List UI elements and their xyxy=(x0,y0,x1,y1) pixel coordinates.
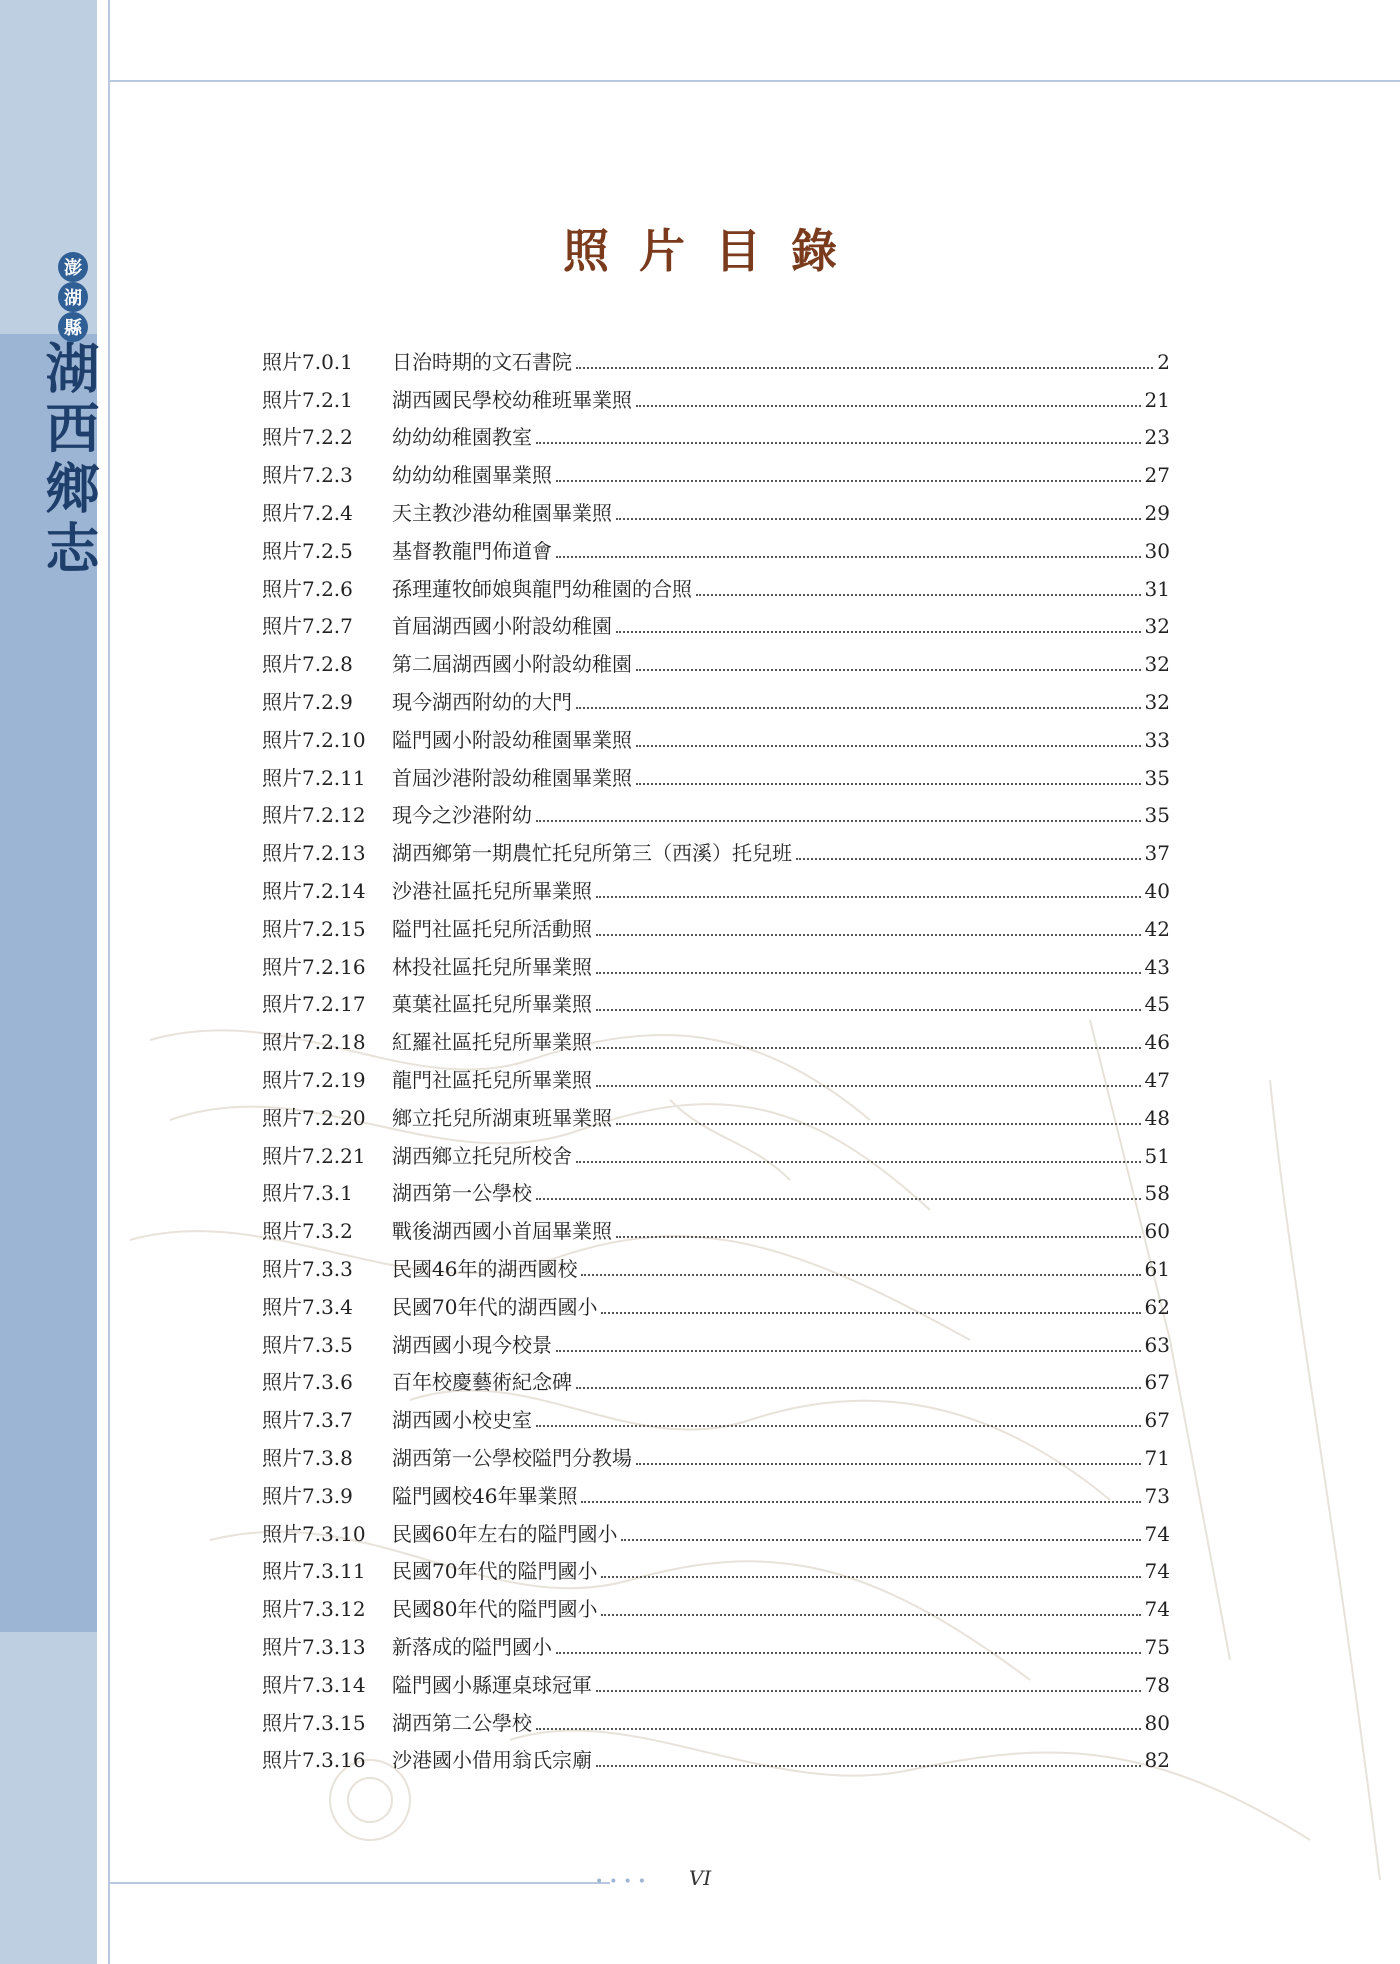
toc-entry xyxy=(262,343,1170,381)
photo-caption: 首屆湖西國小附設幼稚園 xyxy=(392,614,612,639)
photo-label: 照片7.2.15 xyxy=(262,916,366,941)
toc-entry xyxy=(262,608,1170,646)
photo-label: 照片7.3.2 xyxy=(262,1219,353,1244)
photo-caption: 幼幼幼稚園教室 xyxy=(392,425,532,450)
photo-label: 照片7.3.15 xyxy=(262,1710,366,1735)
photo-label: 照片7.3.6 xyxy=(262,1370,353,1395)
photo-label: 照片7.2.2 xyxy=(262,425,353,450)
top-rule xyxy=(110,80,1400,82)
photo-caption: 沙港社區托兒所畢業照 xyxy=(392,879,592,904)
dot-leader xyxy=(636,405,1141,407)
page-ref: 75 xyxy=(1144,1634,1170,1659)
page-ref: 43 xyxy=(1144,954,1170,979)
page-ref: 2 xyxy=(1157,349,1170,374)
photo-caption: 隘門社區托兒所活動照 xyxy=(392,916,592,941)
toc-entry xyxy=(262,494,1170,532)
toc-entry xyxy=(262,948,1170,986)
page-ref: 80 xyxy=(1144,1710,1170,1735)
dot-leader xyxy=(601,1312,1140,1314)
page-ref: 71 xyxy=(1144,1446,1170,1470)
photo-label: 照片7.2.13 xyxy=(262,841,366,866)
photo-caption: 紅羅社區托兒所畢業照 xyxy=(392,1030,592,1055)
photo-caption: 隘門國小附設幼稚園畢業照 xyxy=(392,727,632,752)
photo-label: 照片7.3.1 xyxy=(262,1181,353,1206)
photo-label: 照片7.2.21 xyxy=(262,1143,366,1168)
page-ref: 78 xyxy=(1144,1672,1170,1697)
photo-caption: 鄉立托兒所湖東班畢業照 xyxy=(392,1105,612,1130)
photo-label: 照片7.2.8 xyxy=(262,652,353,677)
toc-entry xyxy=(262,1288,1170,1326)
photo-label: 照片7.3.4 xyxy=(262,1294,353,1319)
toc-entry xyxy=(262,1364,1170,1402)
dot-leader xyxy=(581,1274,1140,1276)
page-ref: 47 xyxy=(1144,1068,1170,1093)
photo-label: 照片7.3.16 xyxy=(262,1748,366,1773)
county-seal-char: 縣 xyxy=(58,312,88,342)
toc-entry xyxy=(262,1590,1170,1628)
toc-entry xyxy=(262,1212,1170,1250)
photo-label: 照片7.3.14 xyxy=(262,1672,366,1697)
toc-entry xyxy=(262,1175,1170,1213)
page-ref: 32 xyxy=(1144,690,1170,715)
photo-caption: 基督教龍門佈道會 xyxy=(392,538,552,563)
page-ref: 46 xyxy=(1144,1030,1170,1055)
page-ref: 45 xyxy=(1144,992,1170,1017)
dot-leader xyxy=(536,442,1141,444)
page-ref: 32 xyxy=(1144,614,1170,639)
toc-entry xyxy=(262,1023,1170,1061)
toc-entry xyxy=(262,1628,1170,1666)
photo-caption: 湖西鄉第一期農忙托兒所第三（西溪）托兒班 xyxy=(392,841,792,866)
page-ref: 42 xyxy=(1144,916,1170,941)
toc-entry xyxy=(262,381,1170,419)
photo-caption: 湖西國小現今校景 xyxy=(392,1332,552,1357)
page-ref: 31 xyxy=(1144,576,1170,601)
photo-caption: 現今之沙港附幼 xyxy=(392,803,532,828)
photo-label: 照片7.2.16 xyxy=(262,954,366,979)
page-ref: 74 xyxy=(1144,1597,1170,1622)
page-ref: 37 xyxy=(1144,841,1170,866)
photo-list xyxy=(262,343,1170,1779)
page-ref: 40 xyxy=(1144,879,1170,904)
page-ref: 33 xyxy=(1144,727,1170,752)
page-number: VI xyxy=(688,1866,712,1890)
toc-entry xyxy=(262,1401,1170,1439)
dot-leader xyxy=(596,1690,1141,1692)
photo-label: 照片7.3.3 xyxy=(262,1257,353,1282)
page-ref: 35 xyxy=(1144,803,1170,828)
county-seal-char: 湖 xyxy=(58,282,88,312)
page-ref: 35 xyxy=(1144,765,1170,790)
dot-leader xyxy=(636,669,1141,671)
page-ref: 74 xyxy=(1144,1559,1170,1584)
photo-label: 照片7.3.7 xyxy=(262,1408,353,1433)
photo-caption: 民國46年的湖西國校 xyxy=(392,1257,578,1282)
photo-caption: 民國70年代的隘門國小 xyxy=(392,1559,598,1584)
dot-leader xyxy=(596,1047,1141,1049)
page-ref: 48 xyxy=(1144,1105,1170,1130)
photo-caption: 百年校慶藝術紀念碑 xyxy=(392,1370,572,1395)
photo-caption: 湖西國民學校幼稚班畢業照 xyxy=(392,387,632,412)
photo-label: 照片7.2.7 xyxy=(262,614,353,639)
toc-entry xyxy=(262,1439,1170,1477)
photo-caption: 沙港國小借用翁氏宗廟 xyxy=(392,1748,592,1773)
dot-leader xyxy=(616,631,1141,633)
toc-entry xyxy=(262,532,1170,570)
page-ref: 27 xyxy=(1144,463,1170,488)
toc-entry xyxy=(262,721,1170,759)
photo-label: 照片7.2.12 xyxy=(262,803,366,828)
toc-entry xyxy=(262,1250,1170,1288)
dot-leader xyxy=(576,1387,1141,1389)
toc-entry xyxy=(262,910,1170,948)
photo-caption: 幼幼幼稚園畢業照 xyxy=(392,463,552,488)
photo-label: 照片7.2.19 xyxy=(262,1068,366,1093)
photo-label: 照片7.3.10 xyxy=(262,1521,366,1546)
page-ref: 51 xyxy=(1144,1143,1170,1168)
photo-label: 照片7.2.3 xyxy=(262,463,353,488)
county-seal-char: 澎 xyxy=(58,252,88,282)
page-ref: 30 xyxy=(1144,538,1170,563)
photo-caption: 首屆沙港附設幼稚園畢業照 xyxy=(392,765,632,790)
page-ref: 74 xyxy=(1144,1521,1170,1546)
photo-label: 照片7.0.1 xyxy=(262,349,353,374)
toc-entry xyxy=(262,1099,1170,1137)
page-ref: 23 xyxy=(1144,425,1170,450)
photo-label: 照片7.3.9 xyxy=(262,1483,353,1508)
photo-caption: 隘門國小縣運桌球冠軍 xyxy=(392,1672,592,1697)
photo-caption: 民國70年代的湖西國小 xyxy=(392,1294,598,1319)
toc-entry xyxy=(262,570,1170,608)
toc-entry xyxy=(262,1553,1170,1591)
dot-leader xyxy=(636,1463,1141,1465)
toc-entry xyxy=(262,419,1170,457)
dot-leader xyxy=(616,1236,1141,1238)
photo-label: 照片7.3.13 xyxy=(262,1634,366,1659)
dot-leader xyxy=(616,1123,1141,1125)
dot-leader xyxy=(576,1161,1141,1163)
dot-leader xyxy=(596,1765,1141,1767)
photo-label: 照片7.2.17 xyxy=(262,992,366,1017)
photo-caption: 湖西鄉立托兒所校舍 xyxy=(392,1143,572,1168)
dot-leader xyxy=(621,1539,1140,1541)
dot-leader xyxy=(536,1728,1141,1730)
dot-leader xyxy=(636,783,1141,785)
photo-caption: 民國80年代的隘門國小 xyxy=(392,1597,598,1622)
photo-label: 照片7.3.11 xyxy=(262,1559,366,1584)
toc-entry xyxy=(262,1704,1170,1742)
photo-label: 照片7.2.4 xyxy=(262,501,353,526)
toc-entry xyxy=(262,456,1170,494)
photo-caption: 戰後湖西國小首屆畢業照 xyxy=(392,1219,612,1244)
photo-caption: 日治時期的文石書院 xyxy=(392,349,572,374)
dot-leader xyxy=(596,1085,1141,1087)
toc-entry xyxy=(262,797,1170,835)
photo-label: 照片7.2.5 xyxy=(262,538,353,563)
photo-label: 照片7.3.12 xyxy=(262,1597,366,1622)
photo-label: 照片7.3.5 xyxy=(262,1332,353,1357)
toc-entry xyxy=(262,1137,1170,1175)
page-ref: 58 xyxy=(1144,1181,1170,1206)
photo-label: 照片7.3.8 xyxy=(262,1446,353,1470)
dot-leader xyxy=(576,367,1153,369)
toc-entry xyxy=(262,1477,1170,1515)
dot-leader xyxy=(556,556,1141,558)
footer-dots: •••• xyxy=(595,1874,653,1890)
photo-caption: 菓葉社區托兒所畢業照 xyxy=(392,992,592,1017)
toc-entry xyxy=(262,834,1170,872)
page-ref: 73 xyxy=(1144,1483,1170,1508)
dot-leader xyxy=(536,820,1141,822)
photo-label: 照片7.2.18 xyxy=(262,1030,366,1055)
photo-label: 照片7.2.10 xyxy=(262,727,366,752)
toc-entry xyxy=(262,1515,1170,1553)
toc-entry xyxy=(262,645,1170,683)
dot-leader xyxy=(601,1576,1140,1578)
dot-leader xyxy=(596,934,1141,936)
page-ref: 61 xyxy=(1144,1257,1170,1282)
book-title: 湖西鄉志 xyxy=(37,340,101,580)
dot-leader xyxy=(536,1425,1141,1427)
page-ref: 29 xyxy=(1144,501,1170,526)
photo-caption: 孫理蓮牧師娘與龍門幼稚園的合照 xyxy=(392,576,692,601)
dot-leader xyxy=(576,707,1141,709)
photo-caption: 民國60年左右的隘門國小 xyxy=(392,1521,618,1546)
photo-label: 照片7.2.6 xyxy=(262,576,353,601)
page-ref: 82 xyxy=(1144,1748,1170,1773)
dot-leader xyxy=(556,480,1141,482)
photo-caption: 隘門國校46年畢業照 xyxy=(392,1483,578,1508)
photo-caption: 湖西國小校史室 xyxy=(392,1408,532,1433)
photo-caption: 新落成的隘門國小 xyxy=(392,1634,552,1659)
photo-label: 照片7.2.11 xyxy=(262,765,366,790)
toc-entry xyxy=(262,1741,1170,1779)
toc-entry xyxy=(262,1326,1170,1364)
dot-leader xyxy=(556,1652,1141,1654)
page-ref: 60 xyxy=(1144,1219,1170,1244)
photo-label: 照片7.2.1 xyxy=(262,387,353,412)
toc-entry xyxy=(262,683,1170,721)
dot-leader xyxy=(616,518,1141,520)
page-ref: 67 xyxy=(1144,1408,1170,1433)
page-ref: 62 xyxy=(1144,1294,1170,1319)
toc-entry xyxy=(262,1666,1170,1704)
photo-caption: 湖西第一公學校 xyxy=(392,1181,532,1206)
dot-leader xyxy=(636,745,1141,747)
dot-leader xyxy=(596,1009,1141,1011)
photo-caption: 龍門社區托兒所畢業照 xyxy=(392,1068,592,1093)
photo-label: 照片7.2.9 xyxy=(262,690,353,715)
toc-entry xyxy=(262,1061,1170,1099)
page-ref: 32 xyxy=(1144,652,1170,677)
page-ref: 21 xyxy=(1144,387,1170,412)
dot-leader xyxy=(536,1198,1141,1200)
toc-entry xyxy=(262,872,1170,910)
photo-caption: 湖西第二公學校 xyxy=(392,1710,532,1735)
photo-label: 照片7.2.14 xyxy=(262,879,366,904)
page-ref: 63 xyxy=(1144,1332,1170,1357)
photo-label: 照片7.2.20 xyxy=(262,1105,366,1130)
dot-leader xyxy=(796,858,1141,860)
photo-caption: 林投社區托兒所畢業照 xyxy=(392,954,592,979)
dot-leader xyxy=(556,1350,1141,1352)
page-ref: 67 xyxy=(1144,1370,1170,1395)
page-title: 照片目錄 xyxy=(563,224,867,278)
dot-leader xyxy=(696,594,1141,596)
dot-leader xyxy=(596,896,1141,898)
photo-caption: 天主教沙港幼稚園畢業照 xyxy=(392,501,612,526)
dot-leader xyxy=(601,1614,1140,1616)
photo-caption: 現今湖西附幼的大門 xyxy=(392,690,572,715)
toc-entry xyxy=(262,759,1170,797)
photo-caption: 湖西第一公學校隘門分教場 xyxy=(392,1446,632,1470)
dot-leader xyxy=(596,972,1141,974)
dot-leader xyxy=(581,1501,1140,1503)
photo-caption: 第二屆湖西國小附設幼稚園 xyxy=(392,652,632,677)
toc-entry xyxy=(262,986,1170,1024)
